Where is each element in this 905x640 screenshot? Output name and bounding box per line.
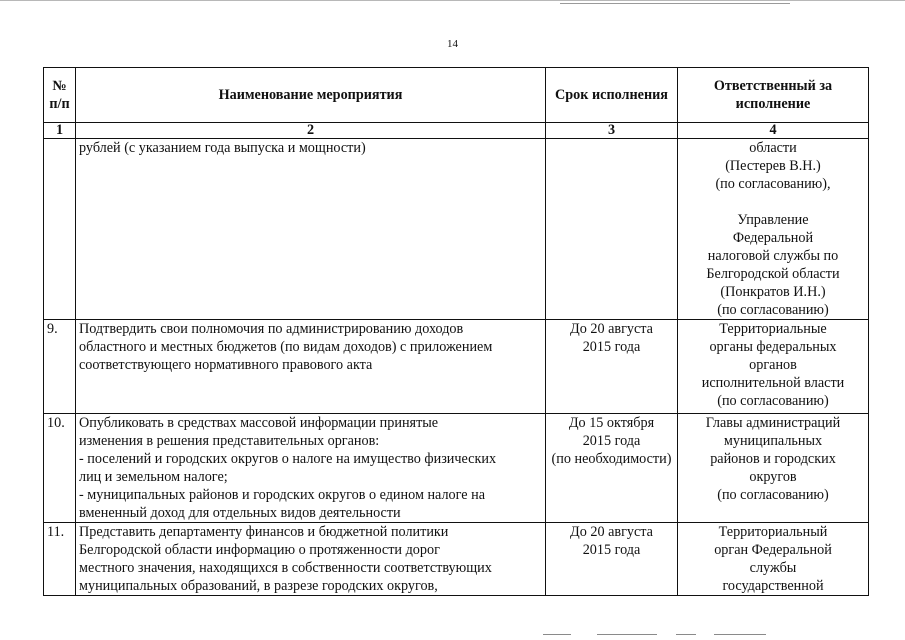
- table-row: [44, 320, 869, 414]
- responsible-text-line: муниципальных: [723, 433, 823, 449]
- responsible-text-line: налоговой службы по: [707, 248, 839, 264]
- row-number: [44, 523, 76, 596]
- deadline-text-line: До 20 августа: [570, 321, 653, 337]
- deadline-text-line: 2015 года: [582, 433, 641, 449]
- activity-text-line: Представить департаменту финансов и бюджетной политики: [79, 524, 449, 540]
- action-plan-table: [43, 67, 869, 596]
- responsible-text-line: [681, 193, 865, 211]
- scan-mark: [597, 634, 657, 635]
- responsible-text-line: округов: [749, 469, 797, 485]
- responsible-cell: [678, 139, 869, 320]
- scan-mark: [676, 634, 696, 635]
- responsible-text-line: Территориальные: [719, 321, 827, 337]
- page-number: 14: [447, 38, 458, 50]
- responsible-text-line: (Пестерев В.Н.): [725, 158, 821, 174]
- table-header-row: [44, 68, 869, 123]
- responsible-text-line: (по согласованию),: [715, 176, 831, 192]
- deadline-cell: [546, 414, 678, 523]
- row-number: [44, 414, 76, 523]
- responsible-text-line: исполнительной власти: [701, 375, 845, 391]
- deadline-cell: [546, 139, 678, 320]
- column-index-row: [44, 123, 869, 139]
- column-index: 1: [44, 123, 76, 139]
- responsible-cell: [678, 414, 869, 523]
- activity-text-line: Опубликовать в средствах массовой информации принятые: [79, 415, 439, 431]
- row-number: [44, 320, 76, 414]
- activity-text-line: лиц и земельном налоге;: [79, 469, 228, 485]
- scan-edge-line: [0, 0, 905, 1]
- responsible-text-line: государственной: [722, 578, 824, 594]
- activity-text-line: вмененный доход для отдельных видов деятельности: [79, 505, 401, 521]
- scan-mark: [543, 634, 571, 635]
- row-number-text: 9.: [47, 321, 58, 337]
- row-number-text: 11.: [47, 524, 65, 540]
- activity-name-cell: [76, 139, 546, 320]
- column-index: 4: [678, 123, 869, 139]
- header-num: № п/п: [44, 68, 76, 123]
- responsible-text-line: районов и городских: [710, 451, 836, 467]
- responsible-text-line: Управление: [737, 212, 809, 228]
- responsible-text-line: Главы администраций: [705, 415, 841, 431]
- activity-text-line: рублей (с указанием года выпуска и мощности): [79, 140, 366, 156]
- responsible-text-line: Белгородской области: [706, 266, 840, 282]
- responsible-text-line: (Понкратов И.Н.): [720, 284, 826, 300]
- column-index: 2: [76, 123, 546, 139]
- deadline-text-line: 2015 года: [582, 542, 641, 558]
- responsible-text-line: органы федеральных: [709, 339, 837, 355]
- responsible-text-line: органов: [749, 357, 797, 373]
- column-index: 3: [546, 123, 678, 139]
- responsible-text-line: Территориальный: [718, 524, 828, 540]
- table-row: [44, 414, 869, 523]
- activity-text-line: - муниципальных районов и городских округов о едином налоге на: [79, 487, 486, 503]
- activity-text-line: областного и местных бюджетов (по видам доходов) с приложением: [79, 339, 493, 355]
- activity-name-cell: [76, 320, 546, 414]
- responsible-text-line: (по согласованию): [717, 393, 829, 409]
- responsible-cell: [678, 523, 869, 596]
- deadline-text-line: (по необходимости): [551, 451, 672, 467]
- responsible-text-line: области: [749, 140, 797, 156]
- header-deadline: Срок исполнения: [546, 68, 678, 123]
- header-name: Наименование мероприятия: [76, 68, 546, 123]
- activity-text-line: местного значения, находящихся в собственности соответствующих: [79, 560, 492, 576]
- deadline-text-line: До 15 октября: [568, 415, 655, 431]
- responsible-text-line: (по согласованию): [717, 302, 829, 318]
- row-number: [44, 139, 76, 320]
- deadline-cell: [546, 523, 678, 596]
- responsible-text-line: Федеральной: [732, 230, 814, 246]
- scan-edge-line: [560, 3, 790, 4]
- activity-name-cell: [76, 523, 546, 596]
- activity-name-cell: [76, 414, 546, 523]
- responsible-cell: [678, 320, 869, 414]
- deadline-text-line: 2015 года: [582, 339, 641, 355]
- activity-text-line: муниципальных образований, в разрезе городских округов,: [79, 578, 438, 594]
- scan-mark: [714, 634, 766, 635]
- table-row: [44, 523, 869, 596]
- activity-text-line: Подтвердить свои полномочия по администрированию доходов: [79, 321, 464, 337]
- responsible-text-line: орган Федеральной: [714, 542, 832, 558]
- table-row: [44, 139, 869, 320]
- header-responsible: Ответственный за исполнение: [678, 68, 869, 123]
- deadline-text-line: До 20 августа: [570, 524, 653, 540]
- row-number-text: 10.: [47, 415, 65, 431]
- responsible-text-line: службы: [749, 560, 797, 576]
- activity-text-line: соответствующего нормативного правового акта: [79, 357, 373, 373]
- responsible-text-line: (по согласованию): [717, 487, 829, 503]
- activity-text-line: изменения в решения представительных органов:: [79, 433, 380, 449]
- activity-text-line: Белгородской области информацию о протяженности дорог: [79, 542, 440, 558]
- deadline-cell: [546, 320, 678, 414]
- activity-text-line: - поселений и городских округов о налоге на имущество физических: [79, 451, 497, 467]
